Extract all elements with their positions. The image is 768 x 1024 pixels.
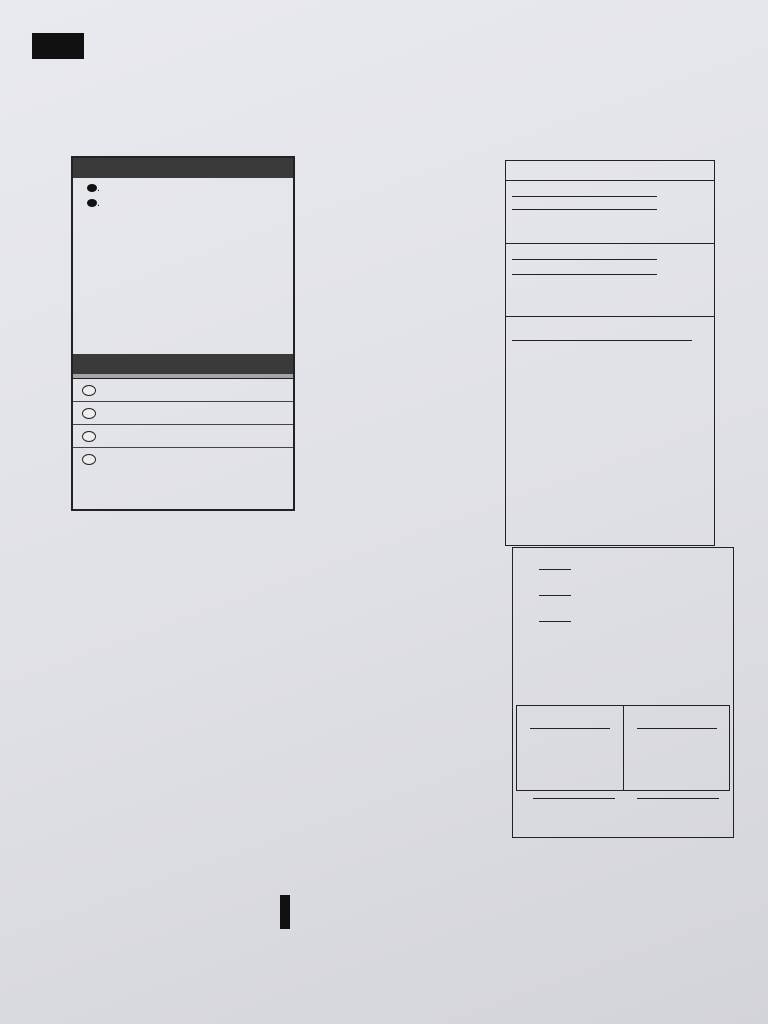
original-serial-line[interactable] — [530, 716, 610, 729]
ballot-stub — [505, 160, 715, 546]
official-use-box — [512, 547, 734, 838]
left-ballot-column — [71, 156, 295, 511]
candidate-ed-fallone[interactable] — [73, 425, 293, 448]
reason-damaged[interactable] — [539, 579, 733, 605]
filled-oval-icon — [87, 199, 97, 207]
filled-oval-icon — [87, 184, 97, 192]
supreme-court-contest — [73, 374, 293, 470]
issued-line-2[interactable] — [512, 197, 657, 210]
absentee-section — [506, 243, 714, 316]
instructions-body: . . — [73, 178, 293, 209]
original-ballot-cell — [517, 706, 624, 790]
candidate-daniel-kelly[interactable] — [73, 379, 293, 402]
oval-icon[interactable] — [82, 385, 96, 396]
candidate-jill-karofsky[interactable] — [73, 402, 293, 425]
ballot-number-block — [280, 895, 290, 929]
ballot-issued-section — [506, 180, 714, 243]
duplicate-serial-line[interactable] — [637, 716, 717, 729]
remade-initials-line-1[interactable] — [533, 798, 615, 799]
judicial-heading — [73, 354, 293, 374]
absentee-line-2[interactable] — [512, 262, 657, 275]
remade-initials-line-2[interactable] — [637, 798, 719, 799]
reason-other[interactable] — [539, 605, 733, 631]
oval-icon[interactable] — [82, 431, 96, 442]
instructions-heading — [73, 158, 293, 178]
inspectors-note — [513, 548, 733, 552]
certification-section — [506, 316, 714, 433]
reason-list — [513, 553, 733, 631]
serial-number-boxes — [516, 705, 730, 791]
oval-icon[interactable] — [82, 454, 96, 465]
write-in-row[interactable] — [73, 448, 293, 470]
duplicate-ballot-cell — [624, 706, 730, 790]
timing-mark-corner — [32, 33, 84, 59]
oval-icon[interactable] — [82, 408, 96, 419]
absentee-line-1[interactable] — [512, 247, 657, 260]
signature-line[interactable] — [512, 328, 692, 341]
issued-line-1[interactable] — [512, 184, 657, 197]
reason-overvoted[interactable] — [539, 553, 733, 579]
stub-header — [506, 161, 714, 180]
